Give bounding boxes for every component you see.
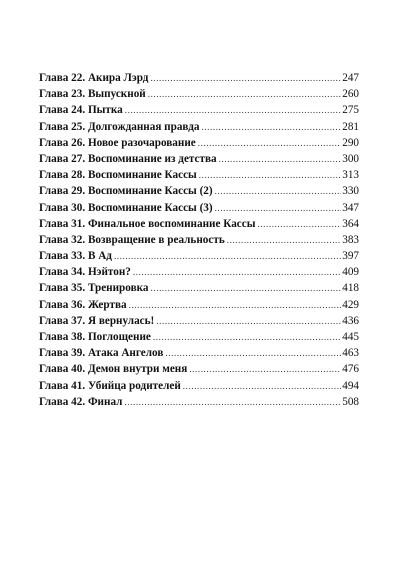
dot-leader xyxy=(165,348,341,358)
page-number: 290 xyxy=(342,136,359,149)
dot-leader xyxy=(124,397,341,407)
chapter-title: Глава 24. Пытка xyxy=(39,104,123,117)
page-number: 260 xyxy=(342,88,359,101)
page-number: 463 xyxy=(342,347,359,360)
chapter-title: Глава 34. Нэйтон? xyxy=(39,266,131,279)
toc-entry xyxy=(39,282,359,298)
dot-leader xyxy=(148,89,341,99)
toc-entry xyxy=(39,347,359,363)
chapter-title: Глава 30. Воспоминание Кассы (3) xyxy=(39,201,213,214)
chapter-title: Глава 29. Воспоминание Кассы (2) xyxy=(39,185,213,198)
toc-entry xyxy=(39,185,359,201)
toc-entry xyxy=(39,137,359,153)
chapter-title: Глава 23. Выпускной xyxy=(39,88,146,101)
dot-leader xyxy=(215,203,342,213)
toc-entry xyxy=(39,299,359,315)
toc-entry xyxy=(39,363,359,379)
page-number: 247 xyxy=(342,72,359,84)
chapter-title: Глава 37. Я вернулась! xyxy=(39,314,155,327)
dot-leader xyxy=(125,105,341,115)
chapter-title: Глава 26. Новое разочарование xyxy=(39,136,196,149)
dot-leader xyxy=(133,267,341,277)
chapter-title: Глава 38. Поглощение xyxy=(39,331,151,343)
dot-leader xyxy=(215,186,342,196)
toc-entry xyxy=(39,315,359,331)
toc-entry xyxy=(39,121,359,137)
dot-leader xyxy=(183,381,341,391)
toc-entry xyxy=(39,396,359,412)
toc-entry xyxy=(39,202,359,218)
dot-leader xyxy=(151,283,342,293)
page-number: 300 xyxy=(342,152,359,165)
page-number: 409 xyxy=(342,266,359,279)
page-number: 281 xyxy=(342,120,359,133)
chapter-title: Глава 41. Убийца родителей xyxy=(39,379,181,392)
page-number: 397 xyxy=(342,250,359,263)
chapter-title: Глава 28. Воспоминание Кассы xyxy=(39,169,197,182)
chapter-title: Глава 42. Финал xyxy=(39,395,123,408)
chapter-title: Глава 31. Финальное воспоминание Кассы xyxy=(39,217,256,230)
page-number: 494 xyxy=(342,379,359,392)
toc-entry xyxy=(39,153,359,169)
page-number: 429 xyxy=(342,298,359,311)
dot-leader xyxy=(114,251,341,261)
chapter-title: Глава 25. Долгожданная правда xyxy=(39,120,200,133)
page-number: 330 xyxy=(342,185,359,198)
page-number: 436 xyxy=(342,314,359,327)
toc-entry xyxy=(39,72,359,88)
toc-entry xyxy=(39,169,359,185)
toc-entry xyxy=(39,331,359,347)
dot-leader xyxy=(189,364,341,374)
table-of-contents xyxy=(39,72,359,412)
toc-entry xyxy=(39,218,359,234)
dot-leader xyxy=(219,154,342,164)
toc-entry xyxy=(39,380,359,396)
page-number: 364 xyxy=(342,217,359,230)
dot-leader xyxy=(150,73,341,83)
chapter-title: Глава 40. Демон внутри меня xyxy=(39,363,188,376)
chapter-title: Глава 32. Возвращение в реальность xyxy=(39,233,225,246)
page-number: 508 xyxy=(342,395,359,408)
chapter-title: Глава 22. Акира Лэрд xyxy=(39,72,149,84)
chapter-title: Глава 35. Тренировка xyxy=(39,282,149,295)
page-number: 275 xyxy=(342,104,359,117)
page-number: 476 xyxy=(342,363,359,376)
chapter-title: Глава 39. Атака Ангелов xyxy=(39,347,164,360)
toc-entry xyxy=(39,266,359,282)
dot-leader xyxy=(129,300,342,310)
chapter-title: Глава 36. Жертва xyxy=(39,298,127,311)
page-number: 445 xyxy=(342,331,359,343)
dot-leader xyxy=(257,219,341,229)
page-number: 383 xyxy=(342,233,359,246)
chapter-title: Глава 27. Воспоминание из детства xyxy=(39,152,217,165)
dot-leader xyxy=(153,332,341,342)
page-number: 347 xyxy=(342,201,359,214)
toc-entry xyxy=(39,250,359,266)
dot-leader xyxy=(156,316,341,326)
dot-leader xyxy=(198,138,341,148)
dot-leader xyxy=(199,170,341,180)
page-number: 313 xyxy=(342,169,359,182)
toc-entry xyxy=(39,88,359,104)
chapter-title: Глава 33. В Ад xyxy=(39,250,112,263)
dot-leader xyxy=(201,122,341,132)
toc-entry xyxy=(39,234,359,250)
toc-entry xyxy=(39,104,359,120)
dot-leader xyxy=(227,235,341,245)
page-number: 418 xyxy=(342,282,359,295)
